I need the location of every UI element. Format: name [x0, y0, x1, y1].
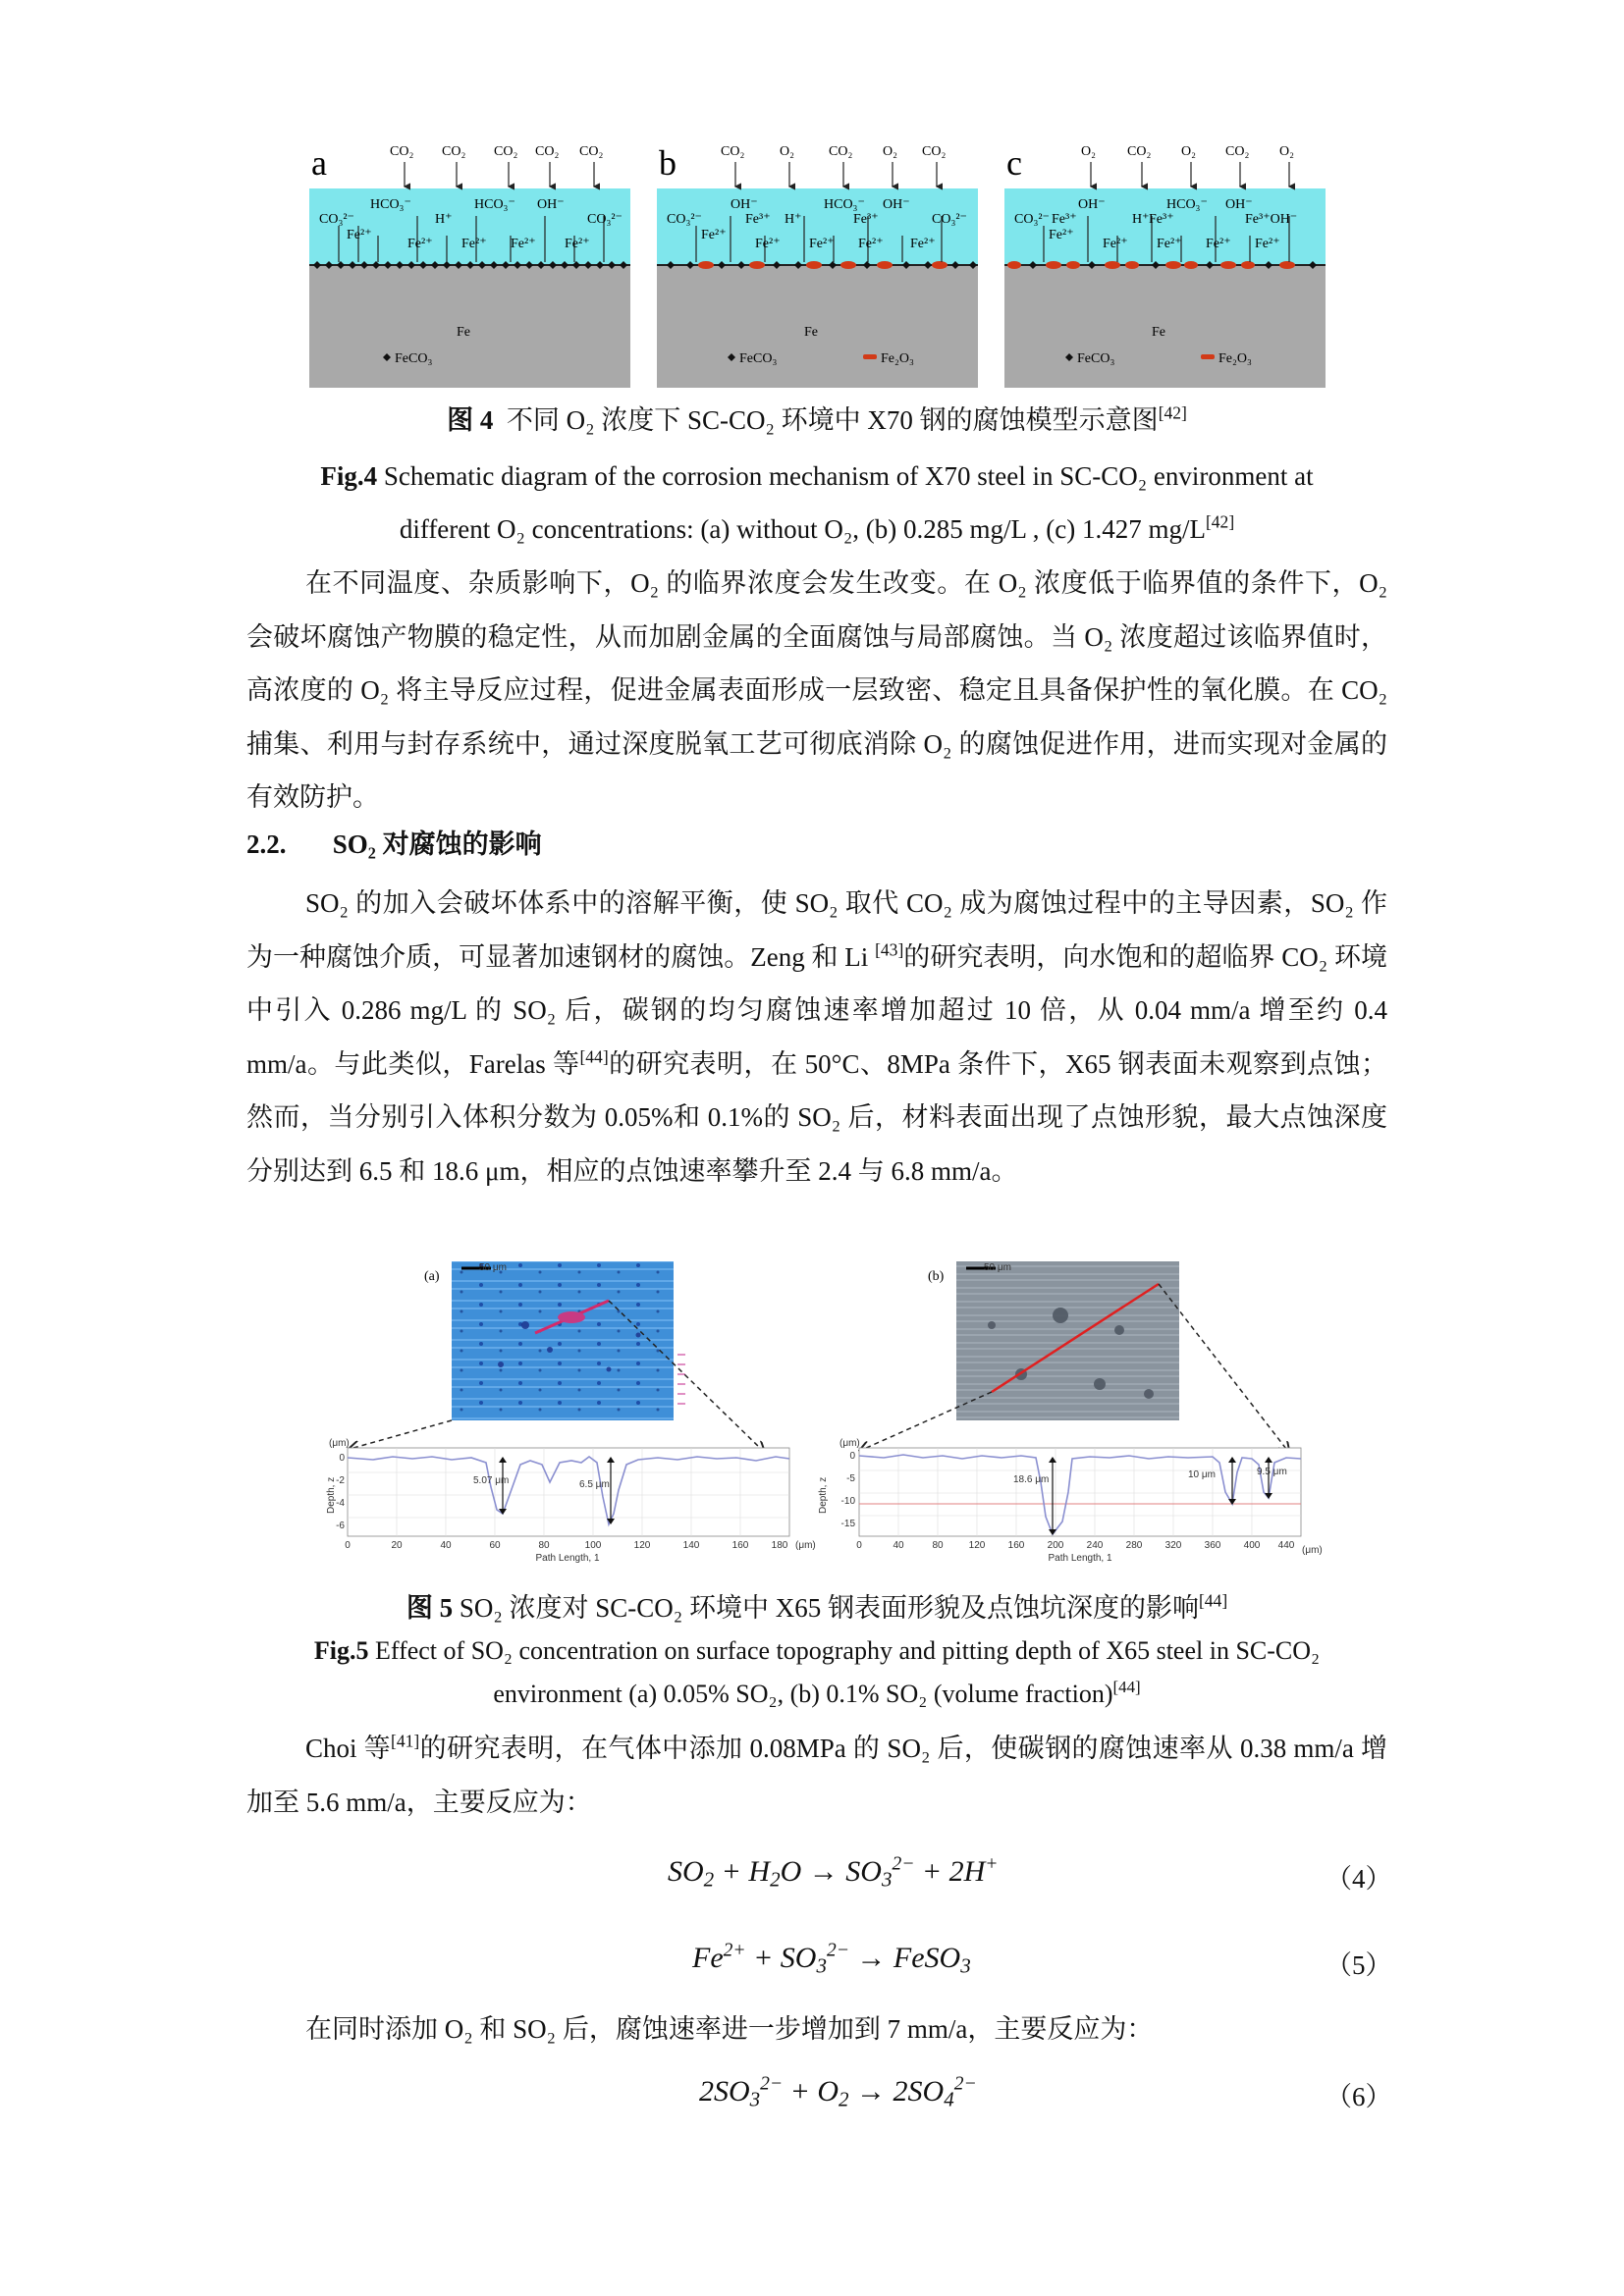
svg-text:H⁺: H⁺: [435, 212, 453, 227]
svg-text:O₂: O₂: [780, 144, 794, 159]
svg-text:Depth, z: Depth, z: [818, 1476, 829, 1514]
svg-text:Path Length, 1: Path Length, 1: [535, 1553, 600, 1564]
figure-4-panel-b: [657, 143, 978, 388]
svg-text:Fe³⁺OH⁻: Fe³⁺OH⁻: [1245, 212, 1298, 227]
svg-text:20: 20: [391, 1540, 403, 1551]
svg-text:O₂: O₂: [1181, 144, 1196, 159]
svg-text:160: 160: [731, 1540, 749, 1551]
svg-text:Fe₂O₃: Fe₂O₃: [1218, 351, 1252, 366]
svg-text:360: 360: [1204, 1540, 1221, 1551]
svg-text:CO₂: CO₂: [494, 144, 518, 159]
svg-text:CO₃²⁻: CO₃²⁻: [667, 212, 702, 227]
equation-6: $2SO_3^{2-} + O_2 \to 2SO_4^{2-}$: [699, 2073, 977, 2111]
svg-text:-6: -6: [336, 1521, 345, 1531]
svg-text:18.6 μm: 18.6 μm: [1013, 1474, 1050, 1485]
svg-text:-10: -10: [840, 1496, 855, 1507]
svg-text:320: 320: [1164, 1540, 1182, 1551]
svg-text:0: 0: [345, 1540, 351, 1551]
svg-text:CO₃²⁻: CO₃²⁻: [319, 212, 354, 227]
svg-text:0: 0: [339, 1453, 345, 1464]
section-heading: 2.2. SO₂ 对腐蚀的影响: [246, 829, 542, 859]
figure-5-caption-en: Fig.5 Effect of SO₂ concentration on surface topography and pitting depth of X65 steel in SC-CO₂ environment (a) 0.05% SO₂, (b) 0.1% SO₂ (volume fraction)[44]: [313, 1636, 1321, 1708]
fig5a-micrograph: [452, 1261, 674, 1420]
svg-text:-15: -15: [840, 1519, 855, 1529]
svg-text:CO₂: CO₂: [1127, 144, 1152, 159]
equation-5-number: （5）: [1326, 1950, 1392, 1980]
svg-text:160: 160: [1007, 1540, 1025, 1551]
svg-text:OH⁻: OH⁻: [883, 197, 910, 212]
svg-text:HCO₃⁻: HCO₃⁻: [370, 197, 411, 212]
svg-text:OH⁻: OH⁻: [1225, 197, 1253, 212]
svg-text:Fe²⁺: Fe²⁺: [1049, 228, 1074, 242]
svg-text:HCO₃⁻: HCO₃⁻: [474, 197, 515, 212]
svg-text:40: 40: [893, 1540, 904, 1551]
svg-text:Fe: Fe: [457, 325, 470, 340]
svg-text:9.5 μm: 9.5 μm: [1257, 1467, 1287, 1477]
svg-text:OH⁻: OH⁻: [537, 197, 565, 212]
svg-text:FeCO₃: FeCO₃: [739, 351, 778, 366]
svg-text:120: 120: [633, 1540, 651, 1551]
svg-text:Fe: Fe: [804, 325, 818, 340]
fig5a-profile-chart: [326, 1438, 816, 1564]
paragraph-so2-effect: SO₂ 的加入会破坏体系中的溶解平衡，使 SO₂ 取代 CO₂ 成为腐蚀过程中的主导因素，SO₂ 作为一种腐蚀介质，可显著加速钢材的腐蚀。Zeng 和 Li [43]的研究表明，向水饱和的超临界 CO₂ 环境中引入 0.286 mg/L 的 SO₂ 后，碳钢的均匀腐蚀速率增加超过 10 倍，从 0.04 mm/a 增至约 0.4 mm/a。与此类似，Farelas 等[44]的研究表明，在 50°C、8MPa 条件下，X65 钢表面未观察到点蚀；然而，当分别引入体积分数为 0.05%和 0.1%的 SO₂ 后，材料表面出现了点蚀形貌，最大点蚀深度分别达到 6.5 和 18.6 μm，相应的点蚀速率攀升至 2.4 与 6.8 mm/a。: [246, 888, 1387, 1186]
svg-text:H⁺: H⁺: [1132, 212, 1150, 227]
svg-text:(μm): (μm): [329, 1438, 350, 1449]
svg-text:HCO₃⁻: HCO₃⁻: [824, 197, 865, 212]
svg-text:O₂: O₂: [1279, 144, 1294, 159]
figure-4-caption-cn: 图 4 不同 O₂ 浓度下 SC-CO₂ 环境中 X70 钢的腐蚀模型示意图[42]: [447, 402, 1187, 435]
svg-text:100: 100: [584, 1540, 602, 1551]
svg-text:120: 120: [968, 1540, 986, 1551]
svg-text:OH⁻: OH⁻: [1078, 197, 1106, 212]
svg-text:O₂: O₂: [883, 144, 897, 159]
svg-text:Fe²⁺: Fe²⁺: [1255, 237, 1280, 251]
svg-text:CO₂: CO₂: [579, 144, 604, 159]
svg-text:CO₃²⁻: CO₃²⁻: [1014, 212, 1050, 227]
svg-text:180: 180: [771, 1540, 788, 1551]
fig5a-label: (a): [424, 1269, 440, 1284]
svg-text:Fe₂O₃: Fe₂O₃: [881, 351, 914, 366]
svg-text:-4: -4: [336, 1498, 345, 1509]
svg-text:40: 40: [440, 1540, 452, 1551]
svg-text:Fe²⁺: Fe²⁺: [858, 237, 884, 251]
svg-text:CO₂: CO₂: [922, 144, 947, 159]
svg-text:CO₂: CO₂: [829, 144, 853, 159]
svg-text:CO₂: CO₂: [721, 144, 745, 159]
svg-text:Fe²⁺: Fe²⁺: [1103, 237, 1128, 251]
svg-text:Fe: Fe: [1152, 325, 1165, 340]
svg-text:Fe²⁺: Fe²⁺: [565, 237, 590, 251]
equation-6-number: （6）: [1326, 2082, 1392, 2111]
figure-4: [309, 137, 1326, 388]
svg-text:140: 140: [682, 1540, 700, 1551]
svg-text:50 μm: 50 μm: [984, 1262, 1011, 1273]
svg-text:Fe²⁺: Fe²⁺: [755, 237, 781, 251]
svg-text:80: 80: [538, 1540, 550, 1551]
svg-text:Fe³⁺: Fe³⁺: [853, 212, 879, 227]
equation-4-number: （4）: [1326, 1864, 1392, 1894]
svg-text:CO₃²⁻: CO₃²⁻: [587, 212, 623, 227]
svg-text:280: 280: [1125, 1540, 1143, 1551]
svg-text:Fe²⁺: Fe²⁺: [407, 237, 433, 251]
figure-4-panel-a: [309, 137, 630, 388]
figure-4-panel-c: [1004, 143, 1326, 388]
svg-text:OH⁻: OH⁻: [731, 197, 758, 212]
svg-text:Fe³⁺: Fe³⁺: [1052, 212, 1077, 227]
svg-text:6.5 μm: 6.5 μm: [579, 1479, 610, 1490]
figure-4-caption-en: Fig.4 Schematic diagram of the corrosion mechanism of X70 steel in SC-CO₂ environment at different O₂ concentrations: (a) without O₂, (b) 0.285 mg/L , (c) 1.427 mg/L[42]: [320, 461, 1314, 544]
svg-text:200: 200: [1047, 1540, 1064, 1551]
svg-text:5.07 μm: 5.07 μm: [473, 1475, 510, 1486]
figure-5-plots: [314, 1256, 1326, 1573]
fig5b-profile-chart: [818, 1438, 1323, 1564]
svg-text:Fe²⁺: Fe²⁺: [910, 237, 936, 251]
figure-4-panel-label: a: [311, 143, 327, 183]
figure-4-diagram: [309, 137, 1326, 388]
svg-text:Fe²⁺: Fe²⁺: [701, 228, 727, 242]
svg-text:FeCO₃: FeCO₃: [395, 351, 433, 366]
svg-text:FeCO₃: FeCO₃: [1077, 351, 1115, 366]
fig5b-label: (b): [928, 1269, 945, 1284]
svg-text:240: 240: [1086, 1540, 1104, 1551]
svg-text:CO₂: CO₂: [442, 144, 466, 159]
svg-text:(μm): (μm): [839, 1438, 860, 1449]
svg-text:Fe²⁺: Fe²⁺: [461, 237, 487, 251]
svg-text:CO₃²⁻: CO₃²⁻: [932, 212, 967, 227]
svg-text:HCO₃⁻: HCO₃⁻: [1166, 197, 1208, 212]
svg-text:60: 60: [489, 1540, 501, 1551]
svg-text:80: 80: [932, 1540, 944, 1551]
svg-text:Fe²⁺: Fe²⁺: [1157, 237, 1182, 251]
svg-text:Fe²⁺: Fe²⁺: [809, 237, 835, 251]
svg-text:50 μm: 50 μm: [479, 1262, 507, 1273]
figure-5: [314, 1256, 1326, 1573]
svg-text:CO₂: CO₂: [535, 144, 560, 159]
svg-text:Fe³⁺: Fe³⁺: [1149, 212, 1174, 227]
svg-text:10 μm: 10 μm: [1188, 1469, 1216, 1480]
svg-text:(μm): (μm): [795, 1540, 816, 1551]
svg-text:Fe²⁺: Fe²⁺: [511, 237, 536, 251]
svg-text:400: 400: [1243, 1540, 1261, 1551]
svg-text:Fe²⁺: Fe²⁺: [1206, 237, 1231, 251]
svg-text:Path Length, 1: Path Length, 1: [1048, 1553, 1112, 1564]
svg-text:0: 0: [849, 1451, 855, 1462]
equation-4: $SO_2 + H_2O \to SO_3^{2-} + 2H^+$: [668, 1853, 999, 1892]
figure-4-panel-label: c: [1006, 143, 1022, 183]
svg-text:Fe²⁺: Fe²⁺: [347, 228, 372, 242]
svg-text:-5: -5: [846, 1473, 855, 1484]
svg-text:440: 440: [1277, 1540, 1295, 1551]
svg-text:CO₂: CO₂: [1225, 144, 1250, 159]
svg-text:0: 0: [856, 1540, 862, 1551]
paragraph-o2-critical: 在不同温度、杂质影响下，O₂ 的临界浓度会发生改变。在 O₂ 浓度低于临界值的条件下，O₂ 会破坏腐蚀产物膜的稳定性，从而加剧金属的全面腐蚀与局部腐蚀。当 O₂ 浓度超过该临界值时，高浓度的 O₂ 将主导反应过程，促进金属表面形成一层致密、稳定且具备保护性的氧化膜。在 CO₂ 捕集、利用与封存系统中，通过深度脱氧工艺可彻底消除 O₂ 的腐蚀促进作用，进而实现对金属的有效防护。: [246, 568, 1387, 812]
figure-5-caption-cn: 图 5 SO₂ 浓度对 SC-CO₂ 环境中 X65 钢表面形貌及点蚀坑深度的影响[44]: [406, 1590, 1228, 1623]
svg-text:-2: -2: [336, 1475, 345, 1486]
svg-text:Depth, z: Depth, z: [326, 1476, 337, 1514]
equation-5: $Fe^{2+} + SO_3^{2-}$ → FeSO$_3$: [692, 1940, 971, 1978]
svg-text:Fe³⁺: Fe³⁺: [745, 212, 771, 227]
svg-text:O₂: O₂: [1081, 144, 1096, 159]
paragraph-choi: Choi 等[41]的研究表明，在气体中添加 0.08MPa 的 SO₂ 后，使碳钢的腐蚀速率从 0.38 mm/a 增加至 5.6 mm/a，主要反应为：: [246, 1731, 1387, 1817]
svg-text:H⁺: H⁺: [785, 212, 802, 227]
paragraph-o2-so2: 在同时添加 O₂ 和 SO₂ 后，腐蚀速率进一步增加到 7 mm/a，主要反应为：: [305, 2014, 1154, 2044]
svg-text:(μm): (μm): [1302, 1545, 1323, 1556]
figure-4-panel-label: b: [659, 143, 677, 183]
svg-text:CO₂: CO₂: [390, 144, 414, 159]
